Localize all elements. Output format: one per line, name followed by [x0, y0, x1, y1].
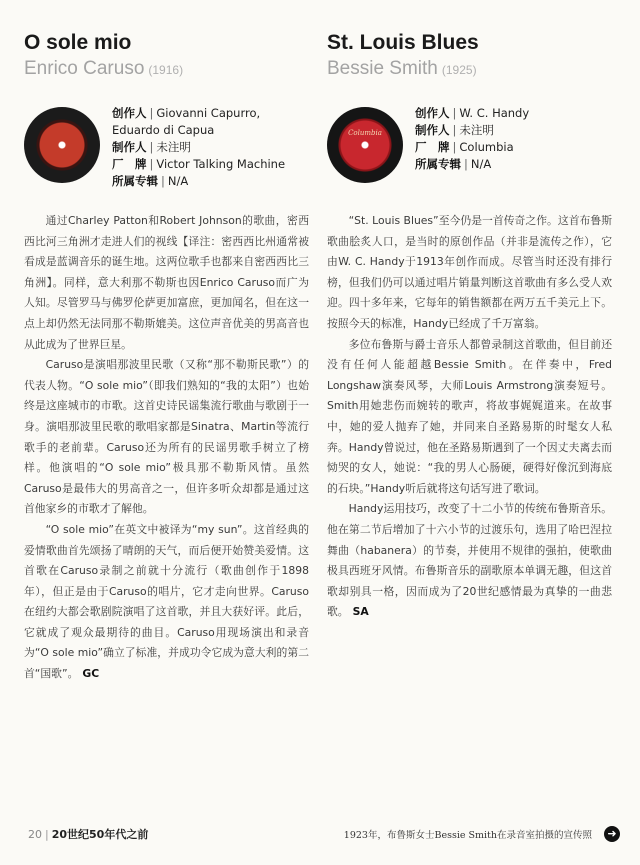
credit-row-album: 所属专辑 | N/A — [112, 174, 189, 188]
release-year: (1925) — [441, 63, 477, 77]
photo-caption: 1923年，布鲁斯女士Bessie Smith在录音室拍摄的宣传照 — [343, 830, 592, 841]
record-label-image — [24, 107, 100, 183]
article-body — [24, 211, 309, 685]
song-title: O sole mio — [24, 31, 132, 54]
chapter-title: 20世纪50年代之前 — [51, 828, 149, 841]
artist-line — [24, 56, 309, 83]
paragraph: 通过Charley Patton和Robert Johnson的歌曲，密西西比河三角洲才走进人们的视线【译注：密西西比州通常被看成是蓝调音乐的诞生地。这两位歌手也都来自密西西比三角洲】。同样，意大利那不勒斯也因Enrico Caruso而广为人知。尽管罗马与佛罗伦萨更加富庶，更加闻名，但在这一点上却仍然无法同那不勒斯媲美。这位声音优美的男高音也从此成为了世界巨星。 — [24, 214, 309, 351]
credit-row-label: 厂 牌 | Victor Talking Machine — [112, 157, 286, 171]
page-number: 20 — [28, 828, 42, 841]
record-label-image — [327, 107, 403, 183]
song-section-st-louis-blues — [327, 30, 612, 623]
credits-list — [415, 105, 612, 173]
credit-row-producer: 制作人 | 未注明 — [415, 123, 494, 137]
credits-list — [112, 105, 309, 190]
paragraph: Handy运用技巧，改变了十二小节的传统布鲁斯音乐。他在第二节后增加了十六小节的过渡乐句，选用了哈巴涅拉舞曲（habanera）的节奏，并使用不规律的强拍，使歌曲极具西班牙风情。布鲁斯音乐的副歌原本单调无趣，但这首歌却别具一格，因而成为了20世纪感情最为真挚的一曲悲歌。 SA — [327, 502, 612, 619]
song-section-o-sole-mio — [24, 30, 309, 685]
credit-row-label: 厂 牌 | Columbia — [415, 140, 514, 154]
credit-row-writer: 创作人 | W. C. Handy — [415, 106, 530, 120]
record-label-text: Columbia — [348, 129, 382, 137]
paragraph: “St. Louis Blues”至今仍是一首传奇之作。这首布鲁斯歌曲脍炙人口，是当时的原创作品（并非是流传之作），它由W. C. Handy于1913年创作而成。尽管当时还没有排行榜，但我们仍可以通过唱片销量判断这首歌曲有多么受人欢迎。四十多年来，它每年的销售额都在两万五千美元上下。按照今天的标准，Handy已经成了千万富翁。 — [327, 214, 612, 330]
paragraph: 多位布鲁斯与爵士音乐人都曾录制这首歌曲，但目前还没有任何人能超越Bessie Smith。在伴奏中，Fred Longshaw演奏风琴，大师Louis Armstrong演奏短号。Smith用她悲伤而婉转的歌声，将故事娓娓道来。在故事中，她的爱人抛弃了她，并同来自圣路易斯的时髦女人私奔。Handy曾说过，他在圣路易斯遇到了一个因丈夫离去而恸哭的女人，她说：“我的男人心肠硬，硬得好像沉到海底的石块。”Handy听后就将这句话写进了歌词。 — [327, 337, 612, 495]
artist-name: Bessie Smith — [327, 58, 438, 79]
arrow-right-circle-icon[interactable]: ➜ — [604, 826, 620, 842]
credit-row-producer: 制作人 | 未注明 — [112, 140, 191, 154]
author-initials: SA — [352, 605, 369, 619]
page-footer: 20 | 20世纪50年代之前 1923年，布鲁斯女士Bessie Smith在录音室拍摄的宣传照 ➜ — [28, 826, 620, 846]
credit-row-album: 所属专辑 | N/A — [415, 157, 492, 171]
article-body — [327, 211, 612, 623]
song-info-block — [24, 105, 309, 195]
paragraph: “O sole mio”在英文中被译为“my sun”。这首经典的爱情歌曲首先颂扬了晴朗的天气，而后便开始赞美爱情。这首歌在Caruso录制之前就十分流行（歌曲创作于1898年），但正是由于Caruso的唱片，它才走向世界。Caruso在纽约大都会歌剧院演唱了这首歌，并且大获好评。此后，它就成了观众最期待的曲目。Caruso用现场演出和录音为“O sole mio”确立了标准，并成功令它成为意大利的第二首“国歌”。 GC — [24, 522, 309, 681]
song-info-block — [327, 105, 612, 195]
credit-row-writer: 创作人 | Giovanni Capurro, — [112, 106, 261, 120]
release-year: (1916) — [148, 63, 184, 77]
paragraph: Caruso是演唱那波里民歌（又称“那不勒斯民歌”）的代表人物。“O sole mio”（即我们熟知的“我的太阳”）也始终是这座城市的市歌。这首史诗民谣集流行歌曲与歌剧于一身。演唱那波里民歌的歌唱家都是Sinatra、Martin等流行歌手的老前辈。Caruso还为所有的民谣男歌手树立了榜样。他演唱的“O sole mio”极具那不勒斯风情。虽然Caruso是最伟大的男高音之一，但许多听众却都是通过这首他家乡的市歌才了解他。 — [24, 358, 309, 516]
artist-name: Enrico Caruso — [24, 58, 145, 79]
credit-row-writer-cont: Eduardo di Capua — [112, 123, 215, 137]
author-initials: GC — [82, 667, 100, 681]
artist-line — [327, 56, 612, 83]
song-title: St. Louis Blues — [327, 31, 479, 54]
